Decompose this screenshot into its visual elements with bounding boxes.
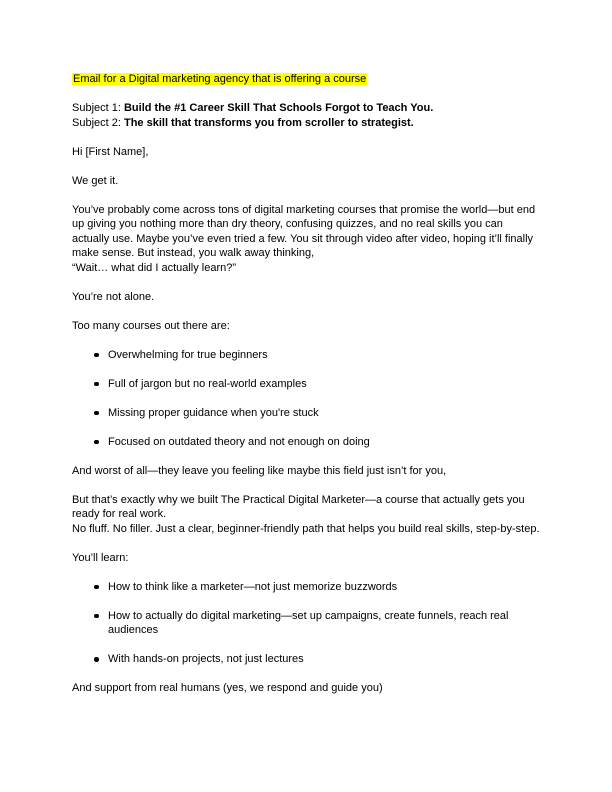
list-item: Overwhelming for true beginners [108, 348, 540, 363]
intro-paragraph: You’ve probably come across tons of digital marketing courses that promise the world—but end up giving you nothing more than dry theory, confusing quizzes, and no real skills you can actually use. Maybe you’ve even tried a few. You sit through video after video, hoping it’ll finally make sense. But instead, you walk away thinking, [72, 203, 536, 259]
subject-2-label: Subject 2: [72, 116, 124, 129]
greeting-line: Hi [First Name], [72, 145, 149, 158]
we-get-it-line: We get it. [72, 174, 119, 187]
highlighted-note-line [72, 72, 540, 87]
list-item: With hands-on projects, not just lectures [108, 652, 540, 667]
list-item: How to think like a marketer—not just memorize buzzwords [108, 580, 540, 595]
learn-items-list [72, 580, 540, 667]
subject-2-text: The skill that transforms you from scroller to strategist. [123, 116, 414, 129]
subject-1-label: Subject 1: [72, 102, 124, 114]
solution-line-1: But that’s exactly why we built The Practical Digital Marketer—a course that actually gets you ready for real work. [72, 493, 525, 520]
list-item: Full of jargon but no real-world examples [108, 377, 540, 392]
document-content [72, 72, 540, 710]
list-item: Missing proper guidance when you're stuck [108, 406, 540, 421]
solution-line-2: No fluff. No filler. Just a clear, beginner-friendly path that helps you build real skills, step-by-step. [72, 522, 540, 535]
course-problems-list [72, 348, 540, 450]
courses-intro-line: Too many courses out there are: [72, 319, 230, 332]
subject-line-1 [72, 101, 540, 116]
subject-1-text: Build the #1 Career Skill That Schools Forgot to Teach You. [123, 102, 434, 114]
quote-line: “Wait… what did I actually learn?” [72, 261, 237, 274]
worst-of-all-line: And worst of all—they leave you feeling like maybe this field just isn’t for you, [72, 464, 447, 477]
list-item: Focused on outdated theory and not enough on doing [108, 435, 540, 450]
subject-line-2 [72, 116, 540, 131]
support-line: And support from real humans (yes, we respond and guide you) [72, 682, 383, 694]
learn-intro-line: You’ll learn: [72, 551, 129, 564]
list-item: How to actually do digital marketing—set up campaigns, create funnels, reach real audiences [108, 609, 540, 638]
not-alone-line: You’re not alone. [72, 290, 155, 303]
highlighted-note: Email for a Digital marketing agency that is offering a course [73, 73, 367, 85]
